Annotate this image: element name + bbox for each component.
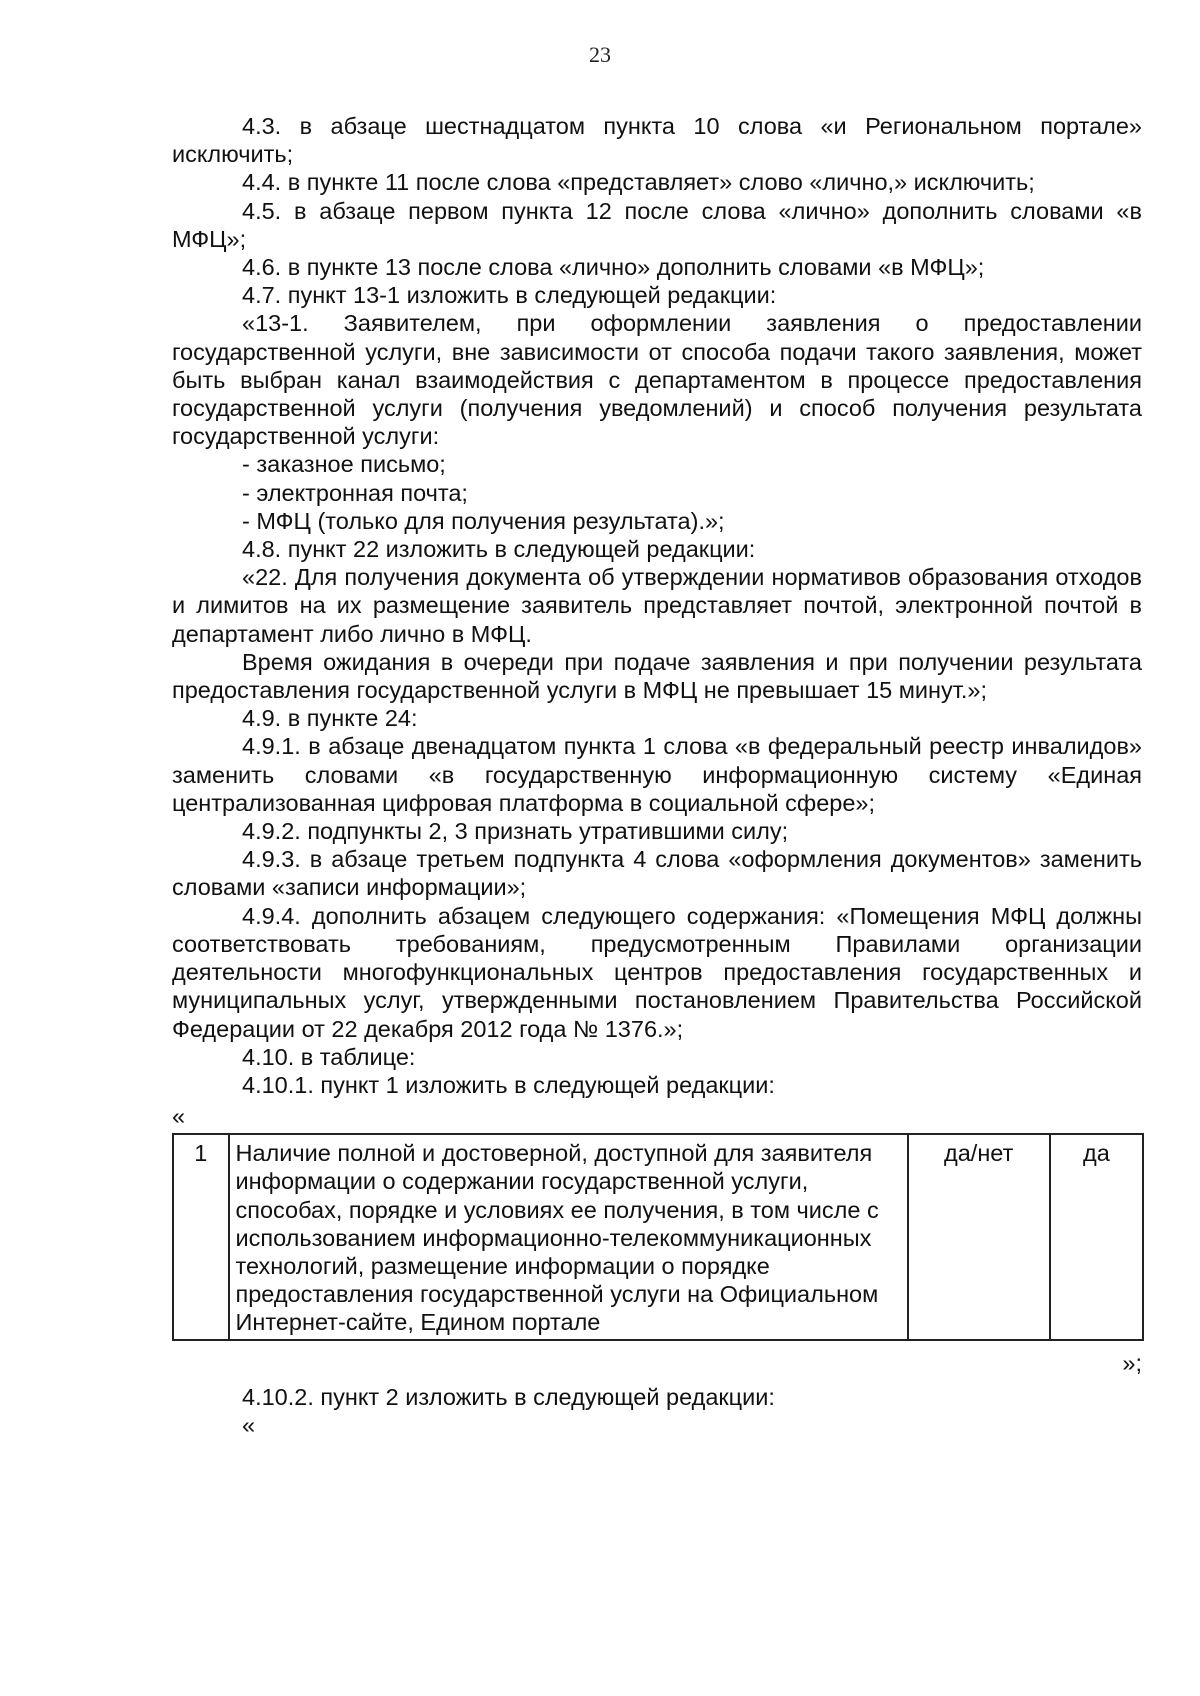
table-cell-text: Наличие полной и достоверной, доступной для заявителя информации о содержании государственной услуги, способах, порядке и условиях ее получения, в том числе с использованием информационно-телекоммуникационных технологий, размещение информации о порядке предоставления государственной услуги на Официальном Интернет-сайте, Едином портале (229, 1134, 908, 1339)
paragraph-4-5: 4.5. в абзаце первом пункта 12 после слова «лично» дополнить словами «в МФЦ»; (172, 197, 1142, 252)
list-item-email: - электронная почта; (242, 479, 468, 506)
paragraph-13-1-text: «13-1. Заявителем, при оформлении заявления о предоставлении государственной услуги, вне зависимости от способа подачи такого заявления, может быть выбран канал взаимодействия с департаментом в процессе предоставления государственной услуги (получения уведомлений) и способ получения результата государственной услуги: (172, 310, 1142, 450)
list-item-mfc: - МФЦ (только для получения результата).»; (242, 507, 725, 534)
paragraph-waiting-time: Время ожидания в очереди при подаче заявления и при получении результата предоставления государственной услуги в МФЦ не превышает 15 минут.»; (172, 648, 1142, 704)
table-cell-unit: да/нет (908, 1134, 1050, 1339)
table-cell-number: 1 (173, 1134, 229, 1339)
paragraph-4-9-4: 4.9.4. дополнить абзацем следующего содержания: «Помещения МФЦ должны соответствовать требованиям, предусмотренным Правилами организации деятельности многофункциональных центров предоставления государственных и муниципальных услуг, утвержденными постановлением Правительства Российской Федерации от 22 декабря 2012 года № 1376.»; (172, 902, 1142, 1042)
paragraph-4-6: 4.6. в пункте 13 после слова «лично» дополнить словами «в МФЦ»; (242, 254, 985, 281)
paragraph-4-10-1: 4.10.1. пункт 1 изложить в следующей редакции: (242, 1071, 775, 1098)
paragraph-4-3: 4.3. в абзаце шестнадцатом пункта 10 слова «и Региональном портале» исключить; (172, 113, 1142, 168)
paragraph-4-4: 4.4. в пункте 11 после слова «представляет» слово «лично,» исключить; (242, 169, 1035, 196)
page-number: 23 (589, 42, 611, 67)
document-body (172, 112, 1142, 1439)
paragraph-4-9-2: 4.9.2. подпункты 2, 3 признать утратившими силу; (242, 818, 789, 845)
indicator-table (172, 1133, 1144, 1340)
paragraph-4-7: 4.7. пункт 13-1 изложить в следующей редакции: (242, 282, 777, 309)
table-open-quote: « (172, 1103, 186, 1130)
paragraph-4-10-2: 4.10.2. пункт 2 изложить в следующей редакции: (242, 1383, 775, 1410)
final-open-quote: « (242, 1411, 256, 1438)
table-row (173, 1134, 1143, 1339)
table-close-quote: »; (1122, 1349, 1142, 1376)
paragraph-4-10: 4.10. в таблице: (242, 1043, 416, 1070)
list-item-registered-mail: - заказное письмо; (242, 451, 446, 478)
paragraph-4-9-3: 4.9.3. в абзаце третьем подпункта 4 слова «оформления документов» заменить словами «записи информации»; (172, 846, 1142, 901)
paragraph-4-9-1: 4.9.1. в абзаце двенадцатом пункта 1 слова «в федеральный реестр инвалидов» заменить словами «в государственную информационную систему «Единая централизованная цифровая платформа в социальной сфере»; (172, 733, 1142, 816)
paragraph-22-text: «22. Для получения документа об утверждении нормативов образования отходов и лимитов на их размещение заявитель представляет почтой, электронной почтой в департамент либо лично в МФЦ. (172, 564, 1142, 647)
table-cell-value: да (1050, 1134, 1143, 1339)
paragraph-4-9: 4.9. в пункте 24: (242, 705, 418, 732)
paragraph-4-8: 4.8. пункт 22 изложить в следующей редакции: (242, 536, 756, 563)
